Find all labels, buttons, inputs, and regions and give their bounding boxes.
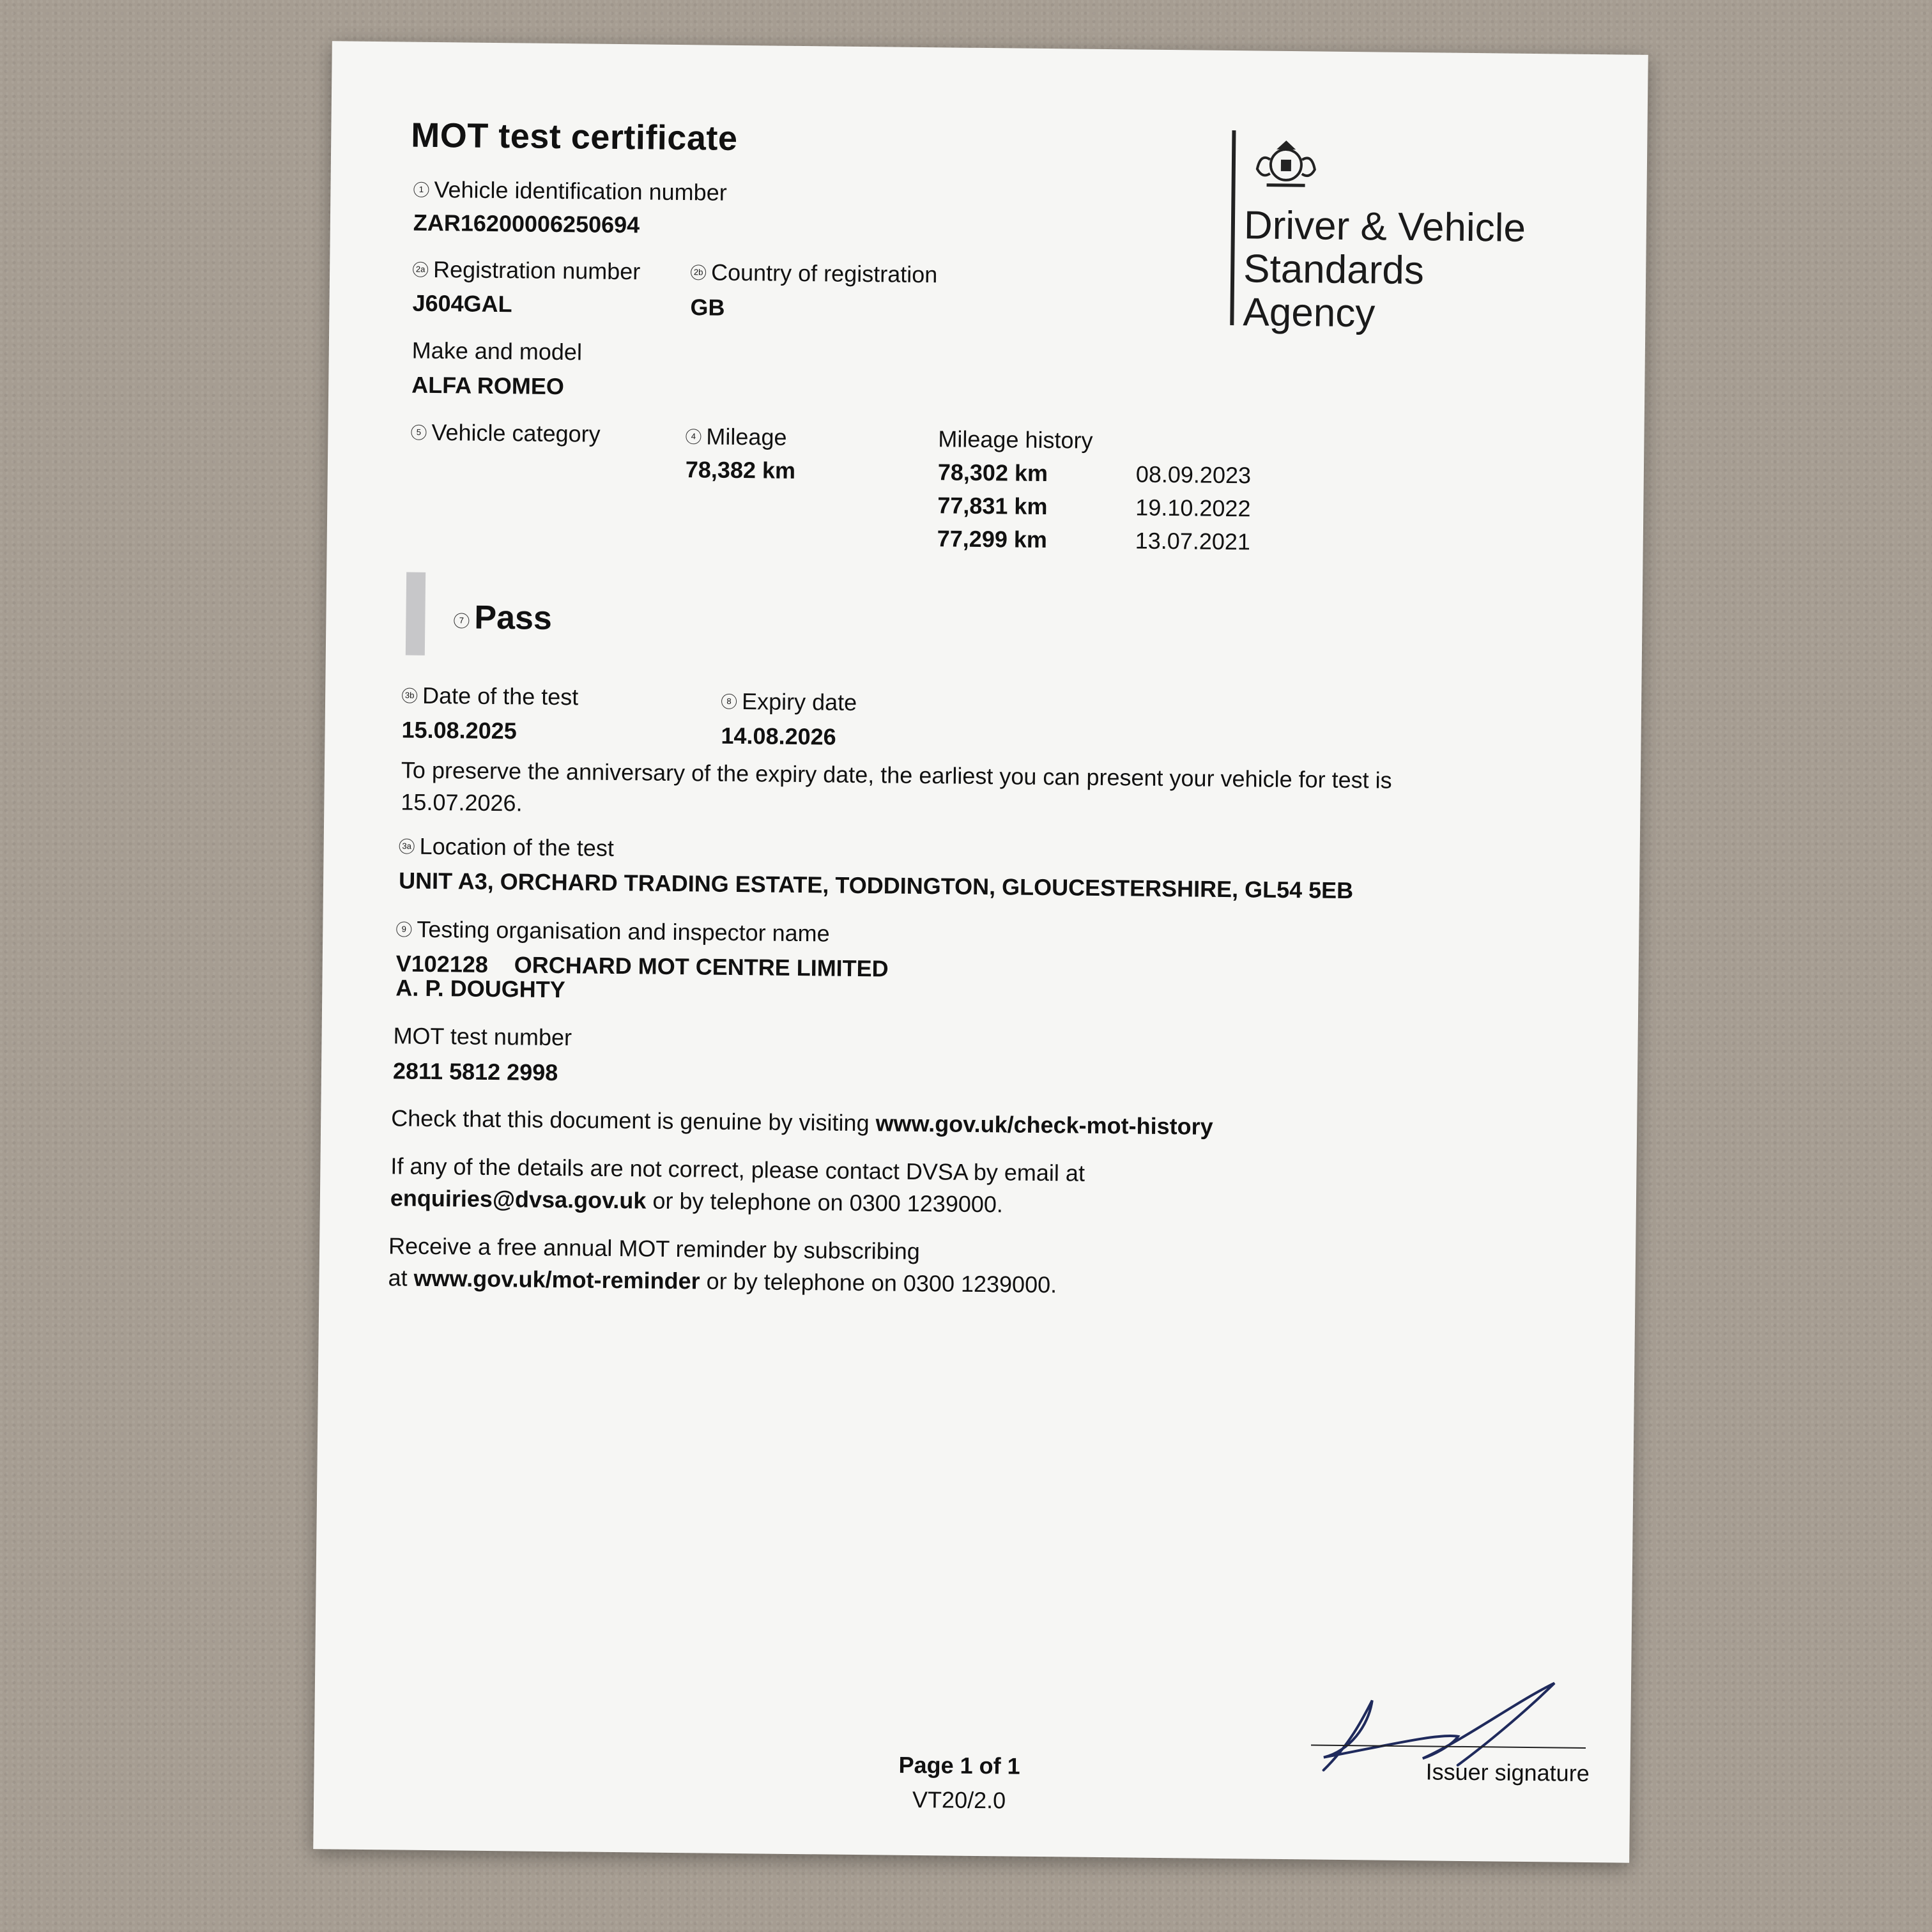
- organisation-label: 9 Testing organisation and inspector name: [396, 916, 830, 947]
- agency-name-line2: Standards: [1243, 247, 1425, 293]
- location-label: 3a Location of the test: [399, 832, 614, 862]
- signature-label: Issuer signature: [1425, 1758, 1590, 1787]
- mileage-value: 78,382 km: [685, 456, 796, 484]
- test-number-value: 2811 5812 2998: [392, 1057, 558, 1086]
- make-model-value: ALFA ROMEO: [411, 371, 565, 400]
- registration-value: J604GAL: [412, 289, 512, 318]
- agency-logo-rule: [1230, 130, 1236, 325]
- location-value: UNIT A3, ORCHARD TRADING ESTATE, TODDINGTON, GLOUCESTERSHIRE, GL54 5EB: [398, 867, 1354, 904]
- contact-note: If any of the details are not correct, please contact DVSA by email at enquiries@dvsa.gov.uk or by telephone on 0300 1239000.: [390, 1153, 1085, 1218]
- verification-note: Check that this document is genuine by visiting www.gov.uk/check-mot-history: [391, 1105, 1213, 1140]
- test-date-value: 15.08.2025: [401, 716, 517, 744]
- mileage-history-km: 78,302 km: [937, 459, 1048, 487]
- vehicle-category-label: 5 Vehicle category: [411, 419, 601, 448]
- mileage-history-date: 13.07.2021: [1135, 527, 1251, 555]
- test-result: 7 Pass: [454, 598, 552, 638]
- mot-reminder-link[interactable]: www.gov.uk/mot-reminder: [413, 1264, 700, 1294]
- expiry-date-label: 8 Expiry date: [721, 688, 857, 716]
- vin-label: 1 Vehicle identification number: [413, 176, 727, 206]
- royal-coat-of-arms-icon: [1250, 134, 1321, 192]
- agency-name-line3: Agency: [1243, 290, 1376, 336]
- make-model-label: Make and model: [411, 337, 583, 365]
- country-value: GB: [690, 294, 725, 321]
- organisation-name: ORCHARD MOT CENTRE LIMITED: [514, 951, 889, 982]
- country-label: 2b Country of registration: [691, 259, 938, 288]
- test-date-label: 3b Date of the test: [402, 682, 579, 710]
- page-number: Page 1 of 1: [898, 1751, 1020, 1779]
- document-title: MOT test certificate: [411, 116, 738, 158]
- result-status-bar: [406, 572, 425, 656]
- mileage-history-date: 08.09.2023: [1135, 461, 1252, 489]
- mileage-history-km: 77,299 km: [937, 525, 1048, 553]
- test-number-label: MOT test number: [393, 1022, 572, 1051]
- form-code: VT20/2.0: [912, 1786, 1006, 1814]
- mileage-label: 4 Mileage: [686, 423, 787, 451]
- mileage-history-km: 77,831 km: [937, 492, 1048, 520]
- registration-label: 2a Registration number: [413, 256, 641, 286]
- inspector-name: A. P. DOUGHTY: [395, 974, 565, 1003]
- check-mot-history-link[interactable]: www.gov.uk/check-mot-history: [875, 1110, 1213, 1140]
- anniversary-note: To preserve the anniversary of the expiry date, the earliest you can present your vehicle for test is 15.07.2026.: [401, 756, 1392, 816]
- mileage-history-date: 19.10.2022: [1135, 494, 1251, 522]
- vin-value: ZAR16200006250694: [413, 209, 640, 238]
- agency-name-line1: Driver & Vehicle: [1243, 203, 1526, 250]
- mileage-history-label: Mileage history: [938, 425, 1093, 454]
- dvsa-email-link[interactable]: enquiries@dvsa.gov.uk: [390, 1184, 647, 1214]
- expiry-date-value: 14.08.2026: [721, 722, 836, 750]
- field-number: 1: [413, 182, 429, 197]
- reminder-note: Receive a free annual MOT reminder by subscribing at www.gov.uk/mot-reminder or by telephone on 0300 1239000.: [388, 1232, 1057, 1298]
- organisation-code: V102128: [395, 950, 489, 977]
- certificate-sheet: [313, 41, 1648, 1862]
